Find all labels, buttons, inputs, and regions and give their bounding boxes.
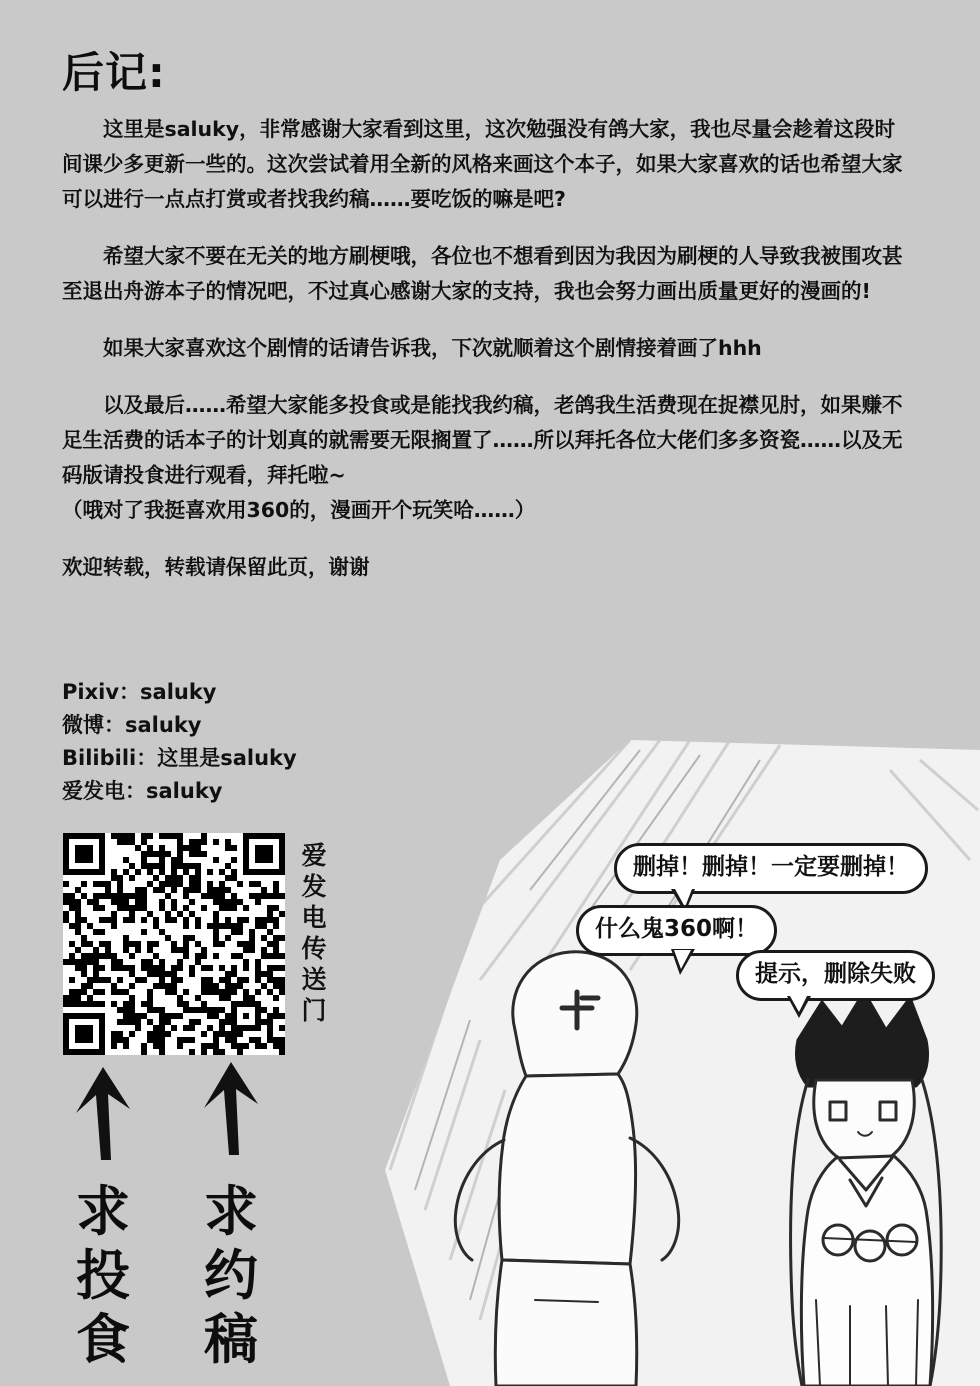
speech-bubble-delete bbox=[614, 843, 928, 894]
qr-code-canvas bbox=[63, 833, 285, 1055]
contact-bilibili: Bilibili：这里是saluky bbox=[62, 746, 297, 770]
qr-caption-char-4: 传 bbox=[301, 934, 327, 963]
afterword-body bbox=[62, 112, 912, 607]
speech-bubble-what360 bbox=[576, 905, 777, 956]
speech-bubble-tail-inner bbox=[790, 996, 807, 1012]
paragraph-parenthetical: （哦对了我挺喜欢用360的，漫画开个玩笑哈……） bbox=[62, 498, 536, 522]
qr-caption bbox=[298, 840, 330, 1026]
qr-caption-char-1: 爱 bbox=[301, 841, 327, 870]
horned-character bbox=[791, 992, 942, 1386]
contact-afdian: 爱发电：saluky bbox=[62, 779, 223, 803]
speech-bubble-delete-failed-text: 提示，删除失败 bbox=[755, 961, 916, 987]
arrow-label-left-char-1: 求 bbox=[76, 1180, 130, 1243]
paragraph-3: 如果大家喜欢这个剧情的话请告诉我，下次就顺着这个剧情接着画了hhh bbox=[103, 336, 762, 360]
arrow-label-left bbox=[68, 1180, 138, 1372]
paragraph-1: 这里是saluky，非常感谢大家看到这里，这次勉强没有鸽大家，我也尽量会趁着这段时间课少多更新一些的。这次尝试着用全新的风格来画这个本子，如果大家喜欢的话也希望大家可以进行一点点打赏或者找我约稿……要吃饭的嘛是吧? bbox=[62, 117, 903, 211]
paragraph-2: 希望大家不要在无关的地方刷梗哦，各位也不想看到因为我因为刷梗的人导致我被围攻甚至退出舟游本子的情况吧，不过真心感谢大家的支持，我也会努力画出质量更好的漫画的! bbox=[62, 244, 903, 303]
speech-bubble-delete-text: 删掉！删掉！一定要删掉！ bbox=[633, 854, 909, 880]
contact-pixiv: Pixiv：saluky bbox=[62, 680, 217, 704]
arrow-up-icon-left bbox=[68, 1065, 138, 1160]
speech-bubble-delete-failed bbox=[736, 950, 935, 1001]
arrow-label-right-char-2: 约 bbox=[204, 1244, 258, 1307]
arrow-label-left-char-2: 投 bbox=[76, 1244, 130, 1307]
arrow-up-icon-right bbox=[196, 1060, 266, 1155]
qr-caption-char-3: 电 bbox=[301, 903, 327, 932]
repost-note: 欢迎转载，转载请保留此页，谢谢 bbox=[62, 555, 370, 579]
arrow-label-left-char-3: 食 bbox=[76, 1308, 130, 1371]
qr-caption-char-6: 门 bbox=[301, 996, 327, 1025]
contact-weibo: 微博：saluky bbox=[62, 713, 202, 737]
speech-bubble-tail-inner bbox=[674, 950, 691, 969]
qr-code[interactable] bbox=[63, 833, 285, 1055]
illustration bbox=[330, 740, 980, 1386]
arrow-label-right-char-1: 求 bbox=[204, 1180, 258, 1243]
qr-caption-char-2: 发 bbox=[301, 872, 327, 901]
speech-bubble-what360-text: 什么鬼360啊！ bbox=[595, 916, 759, 942]
contact-list bbox=[62, 676, 297, 808]
page-title: 后记: bbox=[62, 48, 166, 97]
arrow-label-right-char-3: 稿 bbox=[204, 1308, 258, 1371]
paragraph-4: 以及最后……希望大家能多投食或是能找我约稿，老鸽我生活费现在捉襟见肘，如果赚不足生活费的话本子的计划真的就需要无限搁置了……所以拜托各位大佬们多多资瓷……以及无码版请投食进行观看，拜托啦~ bbox=[62, 393, 903, 487]
arrow-label-right bbox=[196, 1180, 266, 1372]
qr-caption-char-5: 送 bbox=[301, 965, 327, 994]
